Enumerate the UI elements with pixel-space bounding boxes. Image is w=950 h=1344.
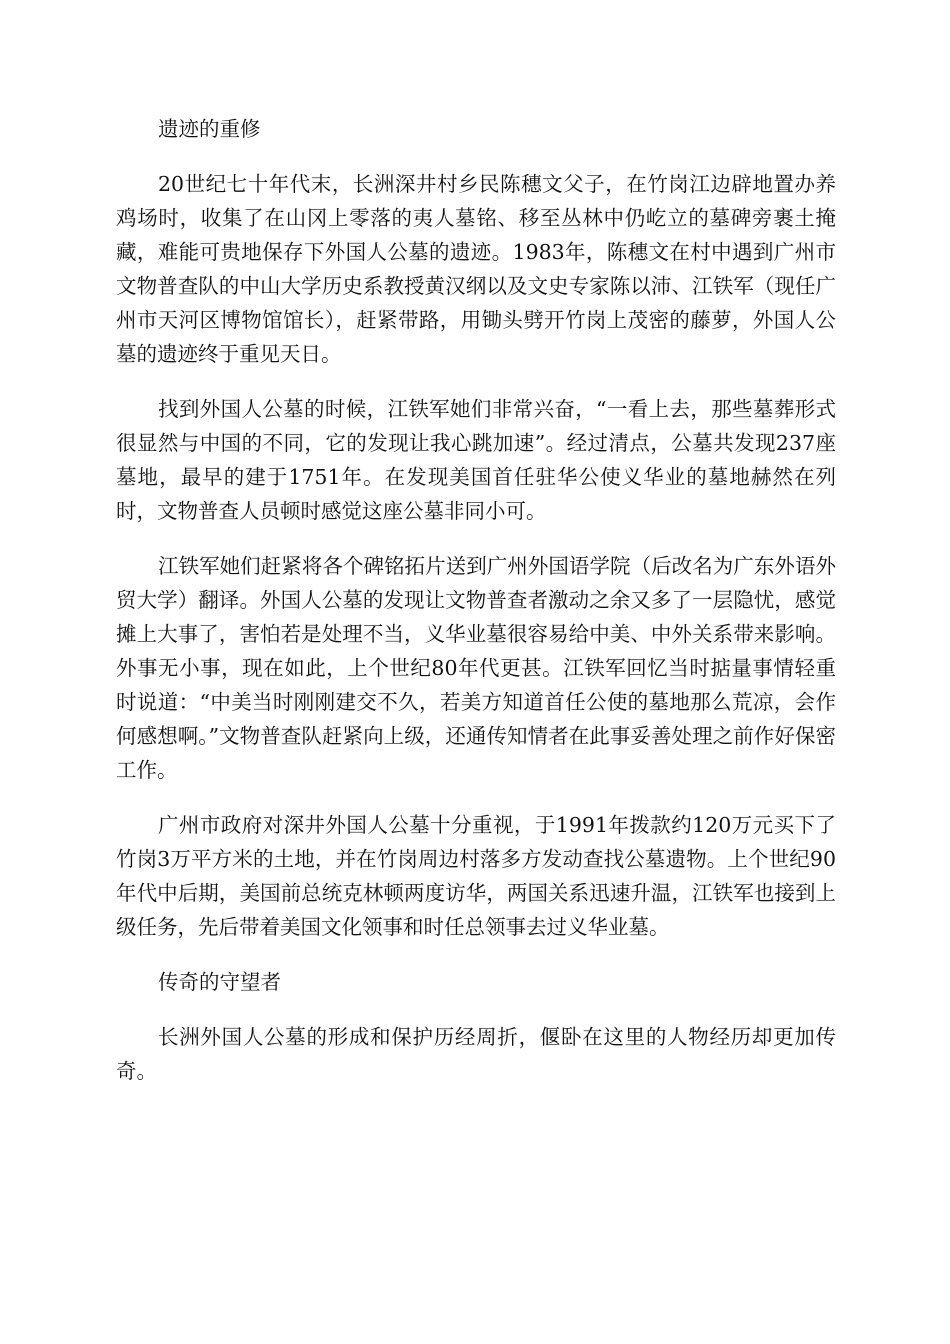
paragraph: 20世纪七十年代末，长洲深井村乡民陈穗文父子，在竹岗江边辟地置办养鸡场时，收集了在山冈上零落的夷人墓铭、移至丛林中仍屹立的墓碑旁裹土掩藏，难能可贵地保存下外国人公墓的遗迹。1983年，陈穗文在村中遇到广州市文物普查队的中山大学历史系教授黄汉纲以及文史专家陈以沛、江铁军（现任广州市天河区博物馆馆长），赶紧带路，用锄头劈开竹岗上茂密的藤萝，外国人公墓的遗迹终于重见天日。 [116, 172, 836, 366]
document-body [116, 112, 836, 1109]
paragraph: 长洲外国人公墓的形成和保护历经周折，偃卧在这里的人物经历却更加传奇。 [116, 1025, 836, 1083]
paragraph: 找到外国人公墓的时候，江铁军她们非常兴奋，“一看上去，那些墓葬形式很显然与中国的不同，它的发现让我心跳加速”。经过清点，公墓共发现237座墓地，最早的建于1751年。在发现美国首任驻华公使义华业的墓地赫然在列时，文物普查人员顿时感觉这座公墓非同小可。 [116, 397, 836, 523]
paragraph: 广州市政府对深井外国人公墓十分重视，于1991年拨款约120万元买下了竹岗3万平方米的土地，并在竹岗周边村落多方发动查找公墓遗物。上个世纪90年代中后期，美国前总统克林顿两度访华，两国关系迅速升温，江铁军也接到上级任务，先后带着美国文化领事和时任总领事去过义华业墓。 [116, 813, 836, 939]
paragraph: 江铁军她们赶紧将各个碑铭拓片送到广州外国语学院（后改名为广东外语外贸大学）翻译。外国人公墓的发现让文物普查者激动之余又多了一层隐忧，感觉摊上大事了，害怕若是处理不当，义华业墓很容易给中美、中外关系带来影响。外事无小事，现在如此，上个世纪80年代更甚。江铁军回忆当时掂量事情轻重时说道：“中美当时刚刚建交不久，若美方知道首任公使的墓地那么荒凉，会作何感想啊。”文物普查队赶紧向上级，还通传知情者在此事妥善处理之前作好保密工作。 [116, 554, 836, 782]
section-heading: 遗迹的重修 [158, 117, 261, 141]
section-heading: 传奇的守望者 [158, 970, 281, 994]
